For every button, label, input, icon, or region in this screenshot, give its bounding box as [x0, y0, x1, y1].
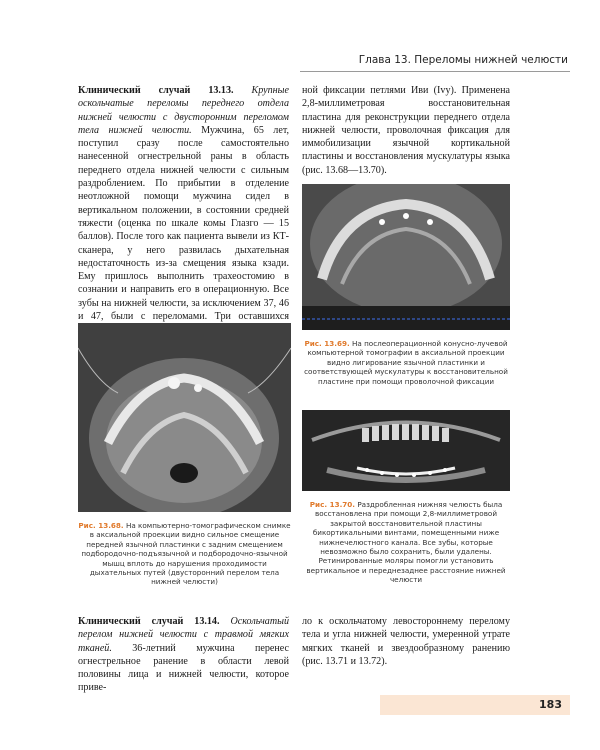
case-13-14-left-column: [78, 615, 289, 695]
figure-13-68-caption: [78, 521, 291, 587]
case-13-14-body-left: 36-летний мужчина перенес огнестрельное ранение в области левой половины лица и нижней челюсти, которое приве-: [78, 642, 289, 694]
figure-13-68-label: Рис. 13.68.: [78, 521, 124, 530]
case-13-14-text-left: [78, 615, 289, 695]
figure-13-69-text: На послеоперационной конусно-лучевой компьютерной томографии в аксиальной проекции видно лигирование язычной пластинки и соответствующей мускулатуры к восстановительной пластине при помощи проволочной фиксации: [304, 339, 508, 386]
header-divider: [300, 71, 570, 72]
chapter-title: Глава 13. Переломы нижней челюсти: [358, 54, 568, 66]
case-13-13-body-right: ной фиксации петлями Иви (Ivy). Применена 2,8-миллиметровая восстановительная пластина для реконструкции переднего отдела нижней челюсти, проволочная фиксация для иммобилизации язычной кортикальной пластины и восстановления мускулатуры языка (рис. 13.68—13.70).: [302, 85, 510, 176]
page-number: 183: [539, 698, 562, 711]
figure-13-68-image: [78, 323, 291, 512]
case-13-14-description: Оскольчатый перелом нижней челюсти с травмой мягких тканей.: [78, 616, 289, 654]
figure-13-69-caption: [302, 339, 510, 386]
case-13-13-body-left: Мужчина, 65 лет, поступил сразу после самостоятельно нанесенной огнестрельной раны в область переднего отдела нижней челюсти с сильным раздроблением. По прибытии в отделение неотложной помощи мужчина сидел в вертикальном положении, в состоянии средней тяжести (оценка по шкале комы Глазго — 15 баллов). После того как пациента вывели из КТ-сканера, у него развилась дыхательная недостаточность из-за смещения языка кзади. Ему пришлось выполнить трахеостомию в сознании и направить его в операционную. Все зубы на нижней челюсти, за исключением 37, 46 и 47, были с переломами. Три оставшихся: [78, 124, 290, 323]
case-13-13-title: Клинический случай 13.13.: [78, 85, 234, 96]
case-13-14-body-right: ло к оскольчатому левостороннему перелому тела и угла нижней челюсти, умеренной утрате мягких тканей и звездообразному ранению (рис. 13.71 и 13.72).: [302, 616, 510, 667]
figure-13-68-text: На компьютерно-томографическом снимке в аксиальной проекции видно сильное смещение передней язычной пластинки с задним смещением подбородочно-подъязычной и подбородочно-язычной мышц вплоть до нарушения проходимости дыхательных путей (двусторонний перелом тела нижней челюсти): [81, 521, 291, 587]
figure-13-70-label: Рис. 13.70.: [309, 500, 356, 509]
page-header: [0, 0, 600, 74]
case-13-13-text-left: [78, 84, 289, 350]
footer-page-bar: [380, 695, 570, 715]
figure-13-70-image: [302, 410, 510, 491]
figure-13-69-image: [302, 184, 510, 330]
cbct-axial-image: [302, 184, 510, 330]
figure-13-70-caption: [302, 500, 510, 585]
case-13-13-right-column: [302, 84, 510, 177]
case-13-13-left-column: [78, 84, 289, 350]
figure-13-69-label: Рис. 13.69.: [304, 339, 350, 348]
case-13-13-description: Крупные оскольчатые переломы переднего отдела нижней челюсти с двусторонним переломом тела нижней челюсти.: [78, 85, 289, 136]
ct-axial-image: [78, 323, 291, 512]
figure-13-70-text: Раздробленная нижняя челюсть была восстановлена при помощи 2,8-миллиметровой закрытой восстановительной пластины бикортикальными винтами, помещенными ниже нижнечелюстного канала. Все зубы, которые невозможно было сохранить, были удалены. Ретинированные моляры помогли установить вертикальное и переднезаднее расстояние нижней челюсти: [306, 500, 506, 585]
panoramic-xray-image: [302, 410, 510, 491]
case-13-14-title: Клинический случай 13.14.: [78, 616, 220, 627]
case-13-14-right-column: [302, 615, 510, 668]
